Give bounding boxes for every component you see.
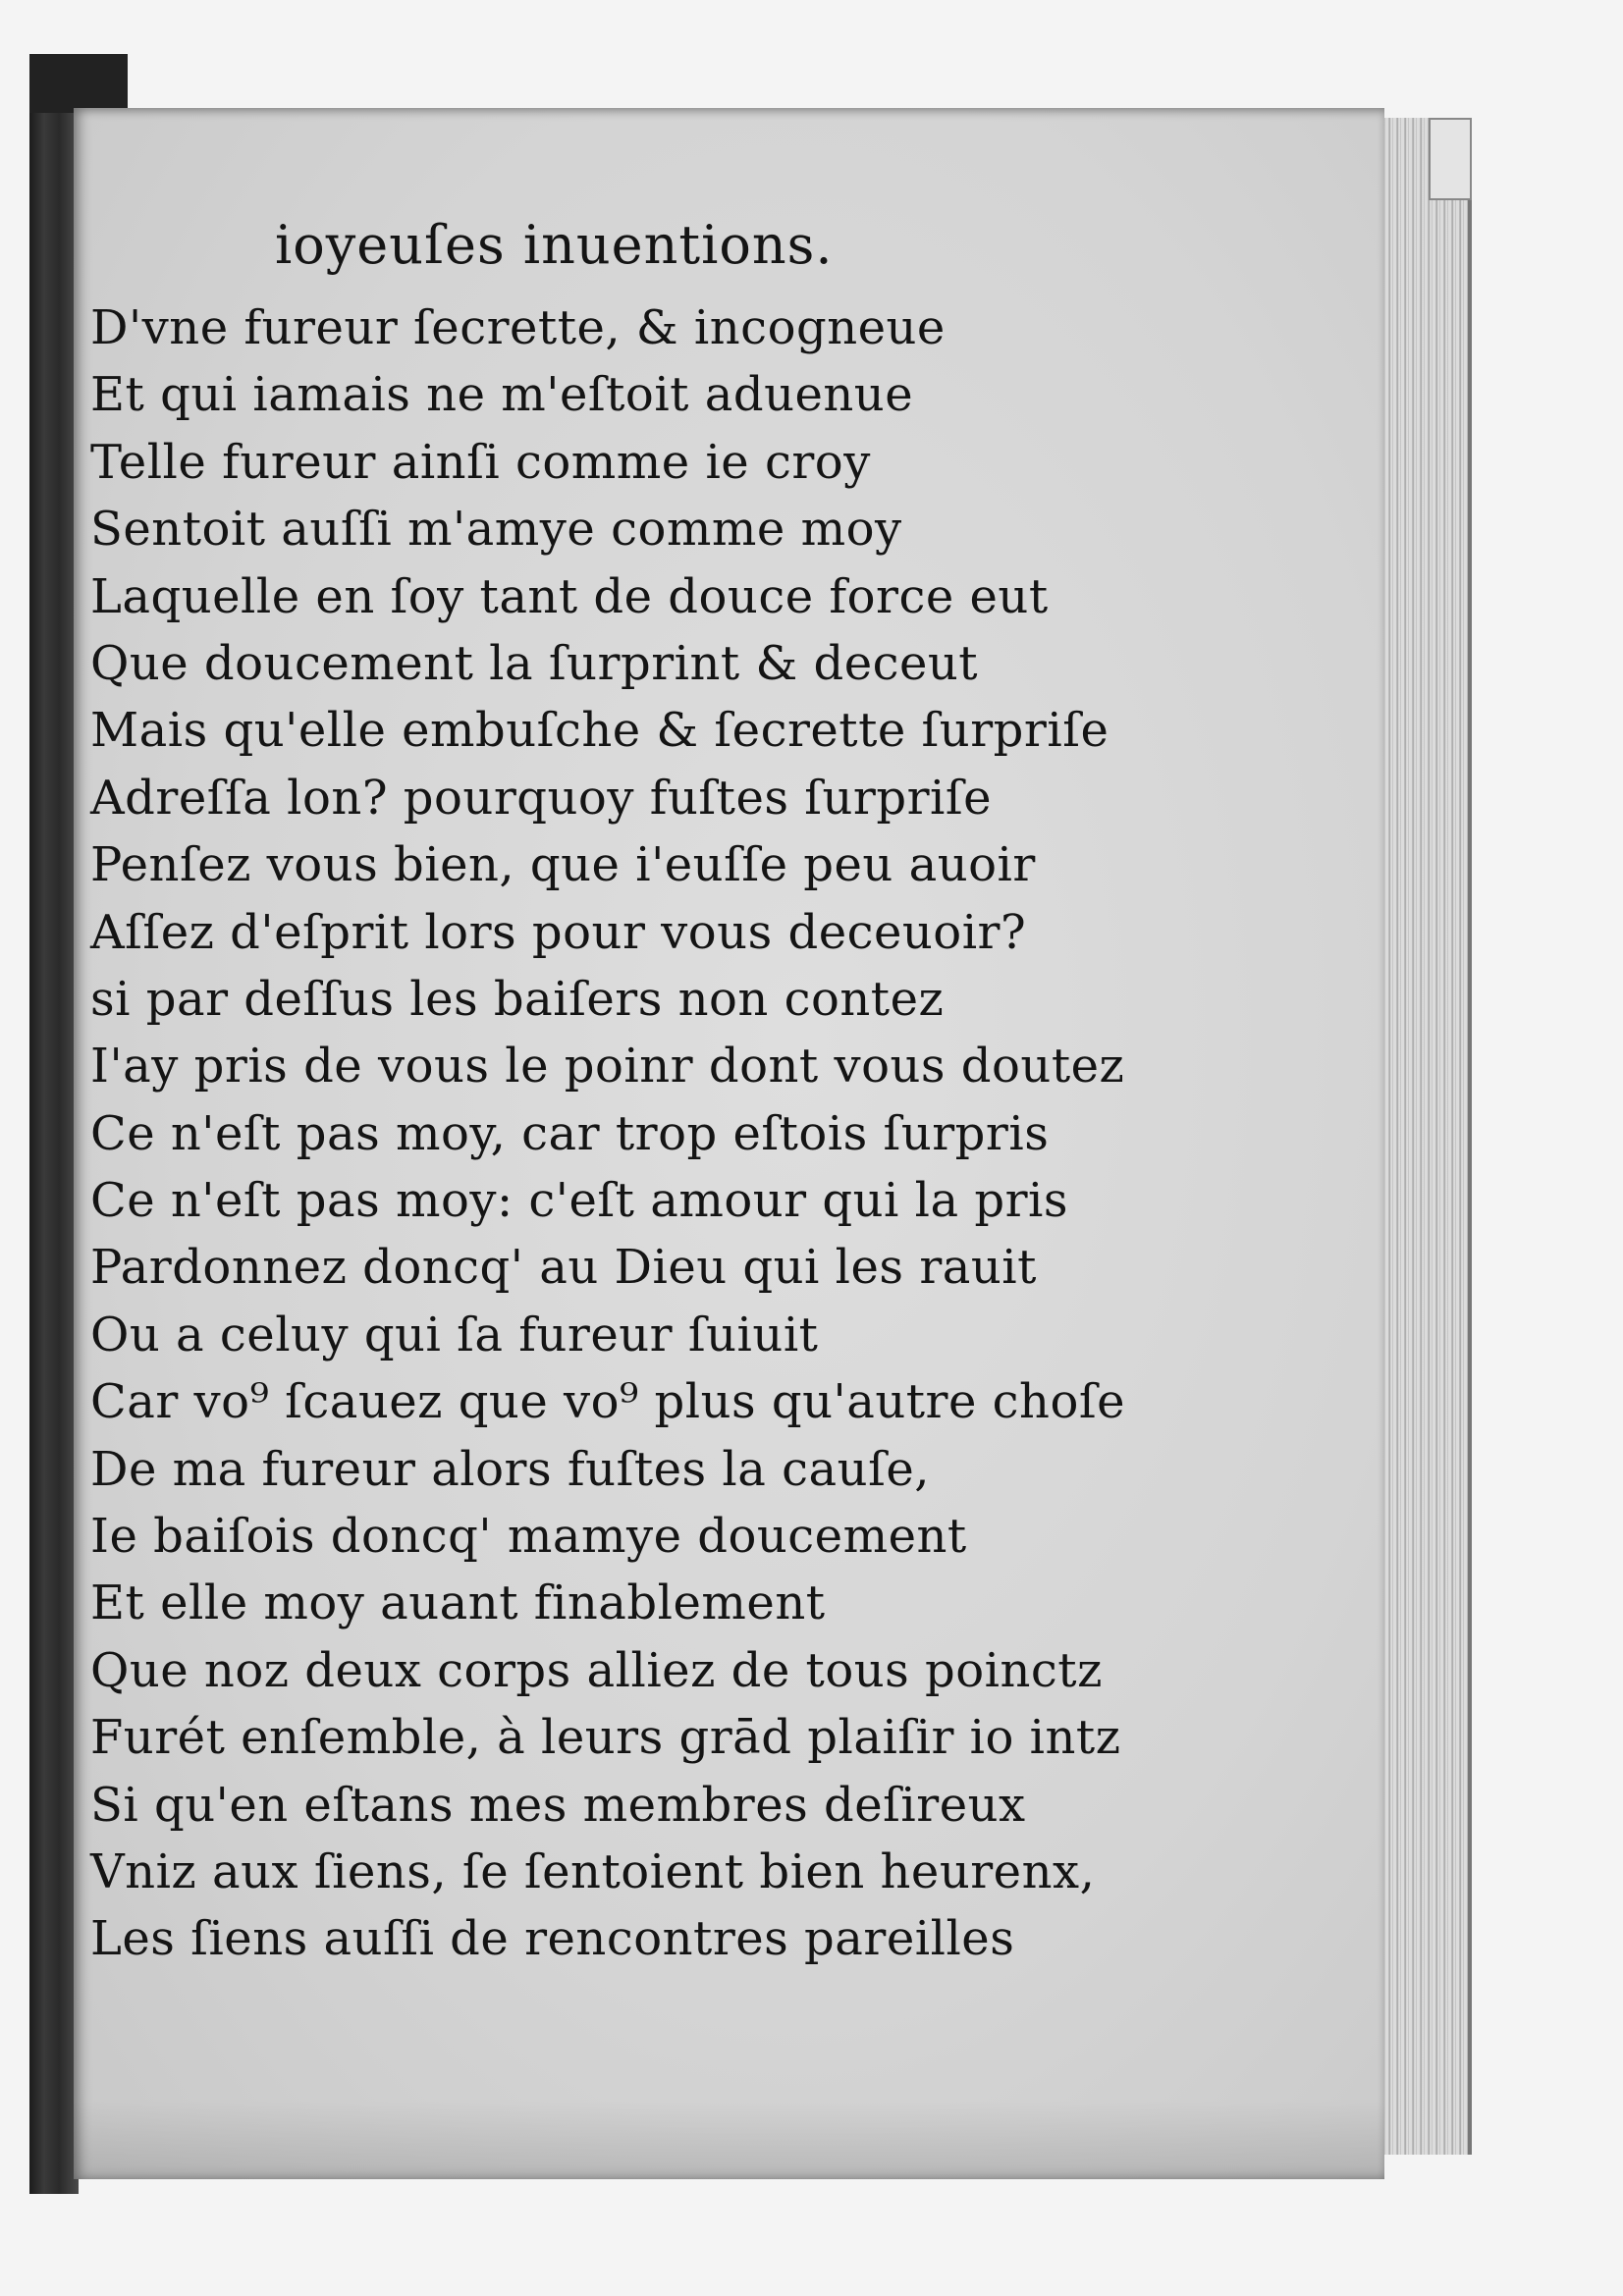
page-edge-tab	[1429, 118, 1472, 200]
verse-line: Laquelle en ſoy tant de douce force eut	[90, 568, 1049, 624]
verse-line: Ce n'eſt pas moy: c'eſt amour qui la pris	[90, 1173, 1068, 1229]
verse-line: Ce n'eſt pas moy, car trop eſtois ſurpris	[90, 1105, 1050, 1161]
book-binding	[29, 54, 79, 2194]
verse-line: Pardonnez doncq' au Dieu qui les rauit	[90, 1240, 1037, 1296]
verse-line: I'ay pris de vous le poinr dont vous doutez	[90, 1039, 1125, 1095]
verse-line: Et qui iamais ne m'eſtoit aduenue	[90, 367, 914, 423]
book-binding-top	[29, 54, 128, 113]
verse-line: D'vne fureur ſecrette, & incogneue	[90, 300, 946, 355]
verse-line: si par deſſus les baiſers non contez	[90, 971, 945, 1027]
verse-line: Sentoit auſſi m'amye comme moy	[90, 502, 902, 558]
verse-line: Adreſſa lon? pourquoy fuſtes ſurpriſe	[90, 770, 993, 826]
verse-line: Telle fureur ainſi comme ie croy	[90, 434, 871, 490]
verse-line: Que noz deux corps alliez de tous poinctz	[90, 1642, 1103, 1698]
verse-line: Vniz aux ſiens, ſe ſentoient bien heurenx,	[90, 1843, 1096, 1899]
verse-line: Que doucement la ſurprint & deceut	[90, 635, 979, 691]
verse-line: Furét enſemble, à leurs grād plaiſir io intz	[90, 1710, 1121, 1766]
page-shadow	[74, 2101, 1384, 2179]
verse-line: Aſſez d'eſprit lors pour vous deceuoir?	[90, 904, 1027, 960]
running-header: ioyeuſes inuentions.	[275, 214, 834, 276]
verse-line: Et elle moy auant finablement	[90, 1575, 826, 1631]
page-edges	[1370, 118, 1472, 2155]
verse-line: Si qu'en eſtans mes membres deſireux	[90, 1777, 1026, 1833]
verse-line: Les ſiens auſſi de rencontres pareilles	[90, 1911, 1015, 1967]
verse-line: Mais qu'elle embuſche & ſecrette ſurpriſe	[90, 703, 1109, 759]
verse-text	[90, 294, 1125, 1973]
verse-line: De ma fureur alors fuſtes la cauſe,	[90, 1441, 930, 1497]
verse-line: Ou a celuy qui ſa fureur ſuiuit	[90, 1307, 819, 1362]
verse-line: Car vo⁹ ſcauez que vo⁹ plus qu'autre choſe	[90, 1374, 1126, 1430]
verse-line: Ie baiſois doncq' mamye doucement	[90, 1509, 967, 1565]
verse-line: Penſez vous bien, que i'euſſe peu auoir	[90, 837, 1036, 893]
